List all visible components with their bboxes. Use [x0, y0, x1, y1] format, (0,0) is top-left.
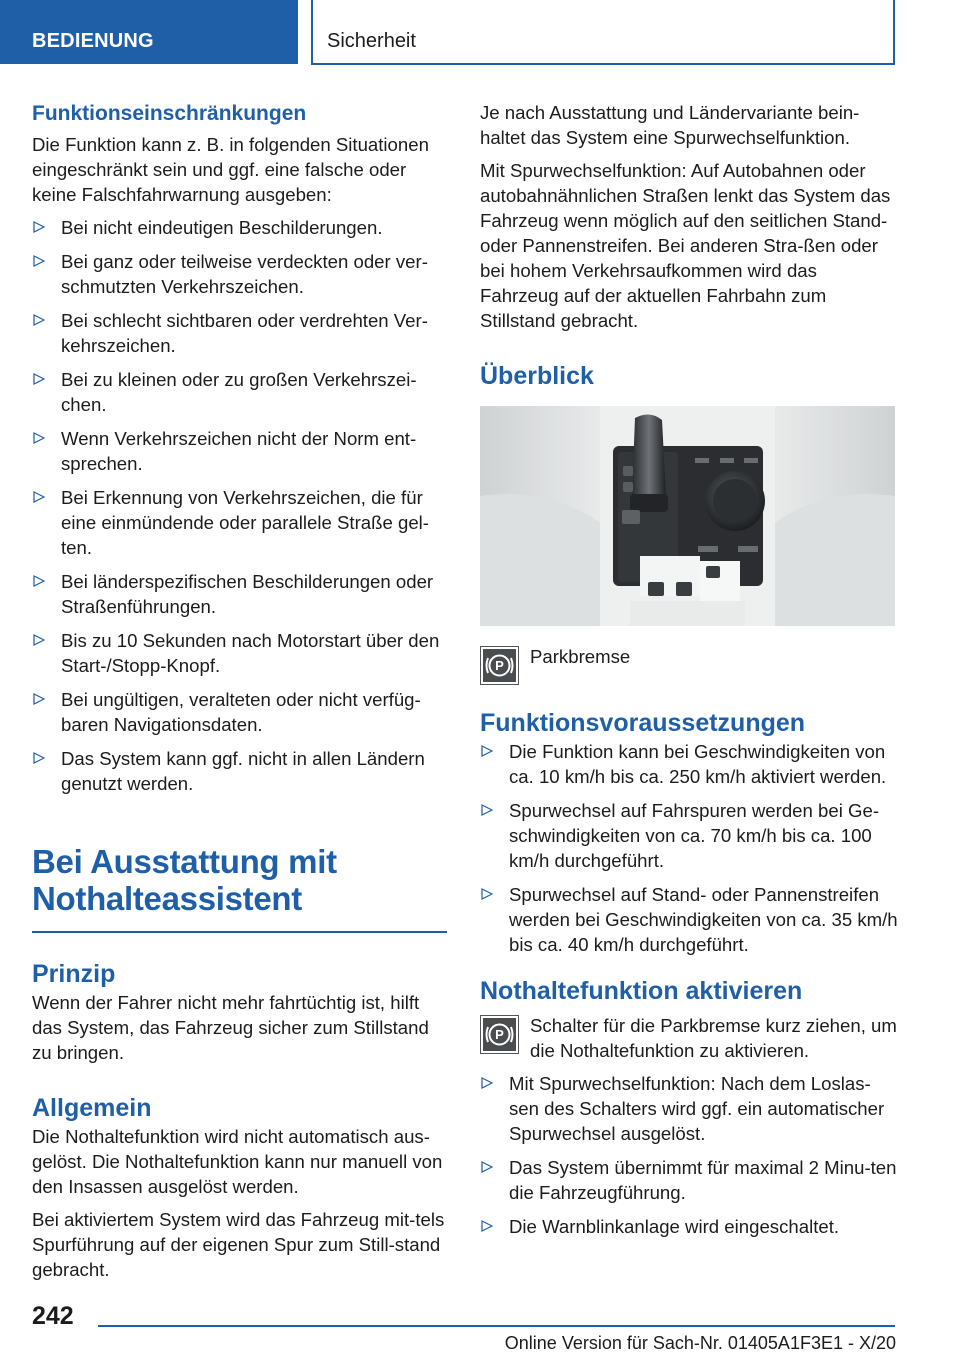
bullet-triangle-icon: [33, 432, 45, 444]
funktionsvoraussetzungen-list: [480, 739, 898, 957]
footer-divider: [98, 1325, 895, 1327]
footer-online-version: Online Version für Sach-Nr. 01405A1F3E1 - X/20: [504, 1333, 896, 1353]
header-chapter-label: Sicherheit: [327, 30, 416, 52]
allgemein-text-1: Die Nothaltefunktion wird nicht automatisch aus-gelöst. Die Nothaltefunktion kann nur manuell von den Insassen ausgelöst werden.: [32, 1126, 443, 1197]
heading-ueberblick: Überblick: [480, 362, 594, 390]
bullet-triangle-icon: [33, 491, 45, 503]
list-item-text: Das System übernimmt für maximal 2 Minu-ten die Fahrzeugführung.: [509, 1157, 897, 1203]
svg-text:P: P: [495, 658, 504, 673]
list-item: [32, 628, 447, 678]
bullet-triangle-icon: [33, 693, 45, 705]
list-item-text: Bei Erkennung von Verkehrszeichen, die für eine einmündende oder parallele Straße gel-ten.: [61, 487, 429, 558]
center-console-photo: [480, 406, 895, 626]
parkbremse-label: Parkbremse: [530, 646, 631, 667]
list-item-text: Wenn Verkehrszeichen nicht der Norm ent-sprechen.: [61, 428, 417, 474]
allgemein-text-2: Bei aktiviertem System wird das Fahrzeug mit-tels Spurführung auf der eigenen Spur zum Still-stand gebracht.: [32, 1209, 445, 1280]
heading-allgemein: Allgemein: [32, 1094, 152, 1122]
bullet-triangle-icon: [33, 221, 45, 233]
list-item: [480, 1214, 898, 1239]
bullet-triangle-icon: [33, 373, 45, 385]
spurwechsel-intro: Je nach Ausstattung und Ländervariante bein-haltet das System eine Spurwechselfunktion.: [480, 102, 860, 148]
list-item: [32, 367, 447, 417]
list-item-text: Die Funktion kann bei Geschwindigkeiten von ca. 10 km/h bis ca. 250 km/h aktiviert werden.: [509, 741, 887, 787]
left-column: [32, 100, 447, 1290]
bullet-triangle-icon: [481, 1220, 493, 1232]
list-item-text: Das System kann ggf. nicht in allen Ländern genutzt werden.: [61, 748, 425, 794]
bullet-triangle-icon: [481, 888, 493, 900]
list-item-text: Spurwechsel auf Stand- oder Pannenstreifen werden bei Geschwindigkeiten von ca. 35 km/h bis ca. 40 km/h durchgeführt.: [509, 884, 898, 955]
heading-funktionseinschraenkungen: Funktionseinschränkungen: [32, 102, 307, 125]
list-item: [32, 687, 447, 737]
list-item-text: Bei zu kleinen oder zu großen Verkehrszei-chen.: [61, 369, 417, 415]
header-chapter-box: [311, 0, 895, 65]
header-section-label: BEDIENUNG: [32, 30, 154, 52]
nothaltefunktion-instruction: Schalter für die Parkbremse kurz ziehen, um die Nothaltefunktion zu aktivieren.: [530, 1015, 897, 1061]
funktionseinschraenkungen-list: [32, 215, 447, 796]
list-item: [32, 426, 447, 476]
bullet-triangle-icon: [481, 804, 493, 816]
parkbremse-row: [480, 644, 898, 688]
header-section-tab: [0, 0, 298, 64]
heading-prinzip: Prinzip: [32, 960, 116, 988]
main-heading-line2: Nothalteassistent: [32, 880, 302, 917]
list-item-text: Bei schlecht sichtbaren oder verdrehten Ver-kehrszeichen.: [61, 310, 428, 356]
list-item: [32, 746, 447, 796]
nothaltefunktion-icon-row: [480, 1013, 898, 1063]
bullet-triangle-icon: [33, 255, 45, 267]
bullet-triangle-icon: [33, 752, 45, 764]
list-item: [480, 798, 898, 873]
nothaltefunktion-list: [480, 1071, 898, 1239]
list-item-text: Bei ungültigen, veralteten oder nicht verfüg-baren Navigationsdaten.: [61, 689, 421, 735]
list-item: [32, 308, 447, 358]
bullet-triangle-icon: [33, 575, 45, 587]
bullet-triangle-icon: [481, 1077, 493, 1089]
bullet-triangle-icon: [481, 1161, 493, 1173]
list-item: [480, 1155, 898, 1205]
list-item-text: Bis zu 10 Sekunden nach Motorstart über den Start-/Stopp-Knopf.: [61, 630, 440, 676]
main-heading-line1: Bei Ausstattung mit: [32, 843, 337, 880]
center-console-illustration: [480, 406, 895, 626]
bullet-triangle-icon: [481, 745, 493, 757]
parking-brake-icon: [480, 1015, 519, 1054]
list-item: [32, 215, 447, 240]
list-item-text: Die Warnblinkanlage wird eingeschaltet.: [509, 1216, 840, 1237]
heading-funktionsvoraussetzungen: Funktionsvoraussetzungen: [480, 709, 806, 737]
list-item-text: Mit Spurwechselfunktion: Nach dem Loslas-sen des Schalters wird ggf. ein automatischer Spurwechsel ausgelöst.: [509, 1073, 885, 1144]
list-item: [32, 485, 447, 560]
page-number: 242: [32, 1302, 74, 1330]
right-column: [480, 100, 898, 1248]
list-item: [480, 882, 898, 957]
list-item: [32, 249, 447, 299]
list-item-text: Bei länderspezifischen Beschilderungen oder Straßenführungen.: [61, 571, 434, 617]
heading-nothaltefunktion: Nothaltefunktion aktivieren: [480, 977, 803, 1005]
list-item: [480, 1071, 898, 1146]
list-item: [32, 569, 447, 619]
svg-text:P: P: [495, 1027, 504, 1042]
list-item-text: Bei ganz oder teilweise verdeckten oder ver-schmutzten Verkehrszeichen.: [61, 251, 428, 297]
list-item: [480, 739, 898, 789]
spurwechsel-description: Mit Spurwechselfunktion: Auf Autobahnen oder autobahnähnlichen Straßen lenkt das System das Fahrzeug wenn möglich auf den seitlichen Stand- oder Pannenstreifen. Bei anderen Stra-ßen oder bei hohem Verkehrsaufkommen wird das Fahrzeug auf der aktuellen Fahrbahn zum Stillstand gebracht.: [480, 160, 891, 331]
bullet-triangle-icon: [33, 634, 45, 646]
bullet-triangle-icon: [33, 314, 45, 326]
funktionseinschraenkungen-intro: Die Funktion kann z. B. in folgenden Situationen eingeschränkt sein und ggf. eine falsche oder keine Falschfahrwarnung ausgeben:: [32, 134, 429, 205]
parking-brake-icon: [480, 646, 519, 685]
list-item-text: Bei nicht eindeutigen Beschilderungen.: [61, 217, 383, 238]
list-item-text: Spurwechsel auf Fahrspuren werden bei Ge-schwindigkeiten von ca. 70 km/h bis ca. 100 km/h durchgeführt.: [509, 800, 880, 871]
prinzip-text: Wenn der Fahrer nicht mehr fahrtüchtig ist, hilft das System, das Fahrzeug sicher zum Stillstand zu bringen.: [32, 992, 429, 1063]
